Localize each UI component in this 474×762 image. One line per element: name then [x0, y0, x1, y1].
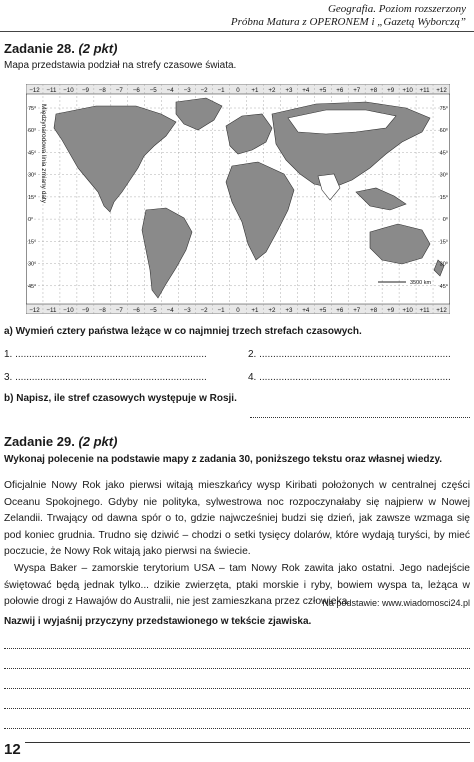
- latitude-label: 15°: [28, 194, 37, 201]
- latitude-label: 0°: [442, 217, 448, 224]
- top-zone-label: +10: [402, 87, 413, 94]
- answer-29-line[interactable]: [4, 728, 470, 729]
- bottom-zone-label: +7: [353, 307, 361, 314]
- top-zone-label: +4: [302, 87, 310, 94]
- answer-28a-2[interactable]: 2. .....................................................................: [248, 349, 451, 360]
- bottom-zone-label: −6: [132, 307, 140, 314]
- article-text: [4, 478, 470, 611]
- latitude-label: 45°: [28, 283, 37, 290]
- latitude-label: 75°: [28, 106, 37, 112]
- latitude-label: 60°: [28, 128, 37, 135]
- top-zone-label: −11: [46, 87, 57, 94]
- top-zone-label: −2: [200, 87, 208, 94]
- answer-29-line[interactable]: [4, 688, 470, 689]
- top-zone-label: −5: [149, 87, 157, 94]
- bottom-zone-label: +12: [436, 307, 447, 314]
- task-28-points: (2 pkt): [78, 41, 118, 56]
- top-zone-label: −4: [166, 87, 174, 94]
- latitude-label: 30°: [439, 172, 448, 179]
- article-paragraph-2: Wyspa Baker – zamorskie terytorium USA – tam Nowy Rok zawita jako ostatni. Jego nadejście świętować będą jednak tylko... dzikie zwierzęta, ptaki morskie i ryby, bowiem wyspa ta, leżąca w połowie drogi z Hawajów do Australii, nie jest zamieszkana przez człowieka.: [4, 562, 470, 608]
- bottom-zone-label: −12: [29, 307, 40, 314]
- task-29-title: [4, 434, 117, 449]
- page-header: [0, 3, 466, 29]
- bottom-zone-label: +10: [402, 307, 413, 314]
- bottom-zone-label: +8: [370, 307, 378, 314]
- bottom-zone-label: +3: [285, 307, 293, 314]
- header-exam: Próbna Matura z OPERONEM i „Gazetą Wyborczą”: [230, 16, 466, 28]
- bottom-zone-label: +2: [268, 307, 276, 314]
- top-zone-label: +2: [268, 87, 276, 94]
- top-zone-label: −7: [115, 87, 123, 94]
- top-zone-label: +9: [387, 87, 395, 94]
- bottom-zone-label: −3: [183, 307, 191, 314]
- task-29-number: Zadanie 29.: [4, 434, 75, 449]
- bottom-zone-label: +11: [419, 307, 430, 314]
- answer-28a-4[interactable]: 4. .....................................................................: [248, 372, 451, 383]
- bottom-zone-label: −11: [46, 307, 57, 314]
- bottom-zone-label: −7: [115, 307, 123, 314]
- question-29: Nazwij i wyjaśnij przyczyny przedstawionego w tekście zjawiska.: [4, 616, 312, 627]
- bottom-zone-label: +5: [319, 307, 327, 314]
- article-source: Na podstawie: www.wiadomosci24.pl: [322, 598, 470, 608]
- footer-rule: [4, 742, 470, 743]
- latitude-label: 15°: [28, 239, 37, 246]
- latitude-label: 15°: [439, 194, 448, 201]
- top-zone-label: +3: [285, 87, 293, 94]
- top-zone-label: +8: [370, 87, 378, 94]
- time-zone-map: [26, 84, 450, 314]
- top-zone-label: −9: [81, 87, 89, 94]
- latitude-label: 30°: [28, 261, 37, 268]
- header-subject: Geografia. Poziom rozszerzony: [327, 3, 466, 15]
- answer-29-line[interactable]: [4, 708, 470, 709]
- task-28-number: Zadanie 28.: [4, 41, 75, 56]
- top-zone-label: +12: [436, 87, 447, 94]
- task-28-lead: Mapa przedstawia podział na strefy czasowe świata.: [4, 60, 237, 71]
- top-zone-label: −1: [217, 87, 225, 94]
- top-zone-label: +7: [353, 87, 361, 94]
- top-zone-label: +6: [336, 87, 344, 94]
- top-zone-label: +5: [319, 87, 327, 94]
- latitude-label: 15°: [439, 239, 448, 246]
- latitude-label: 60°: [439, 128, 448, 135]
- latitude-label: 0°: [28, 217, 34, 224]
- answer-29-line[interactable]: [4, 668, 470, 669]
- question-28b: b) Napisz, ile stref czasowych występuje w Rosji.: [4, 393, 237, 404]
- latitude-label: 30°: [28, 172, 37, 179]
- bottom-zone-label: −1: [217, 307, 225, 314]
- top-zone-label: +1: [251, 87, 259, 94]
- top-zone-label: −12: [29, 87, 40, 94]
- bottom-zone-label: −9: [81, 307, 89, 314]
- bottom-zone-label: +9: [387, 307, 395, 314]
- header-rule: [0, 31, 474, 32]
- bottom-zone-label: 0: [236, 307, 240, 314]
- latitude-labels-right: [440, 106, 448, 290]
- latitude-label: 45°: [439, 150, 448, 157]
- task-29-points: (2 pkt): [78, 434, 118, 449]
- answer-28b-line[interactable]: [250, 417, 470, 418]
- bottom-zone-label: −4: [166, 307, 174, 314]
- top-zone-label: −10: [63, 87, 74, 94]
- bottom-zone-label: −10: [63, 307, 74, 314]
- page-number: 12: [4, 741, 25, 758]
- top-zone-label: 0: [236, 87, 240, 94]
- task-29-lead: Wykonaj polecenie na podstawie mapy z zadania 30, poniższego tekstu oraz własnej wiedzy.: [4, 454, 443, 465]
- bottom-zone-label: −5: [149, 307, 157, 314]
- dateline-label: Międzynarodowa linia zmiany daty: [40, 104, 47, 203]
- answer-29-line[interactable]: [4, 648, 470, 649]
- latitude-label: 45°: [439, 283, 448, 290]
- top-zone-label: −6: [132, 87, 140, 94]
- question-28a: a) Wymień cztery państwa leżące w co najmniej trzech strefach czasowych.: [4, 326, 362, 337]
- scale-label: 3500 km: [410, 280, 432, 286]
- answer-28a-3[interactable]: 3. .....................................................................: [4, 372, 207, 383]
- bottom-zone-label: +4: [302, 307, 310, 314]
- top-zone-label: −8: [98, 87, 106, 94]
- top-zone-label: +11: [419, 87, 430, 94]
- latitude-label: 75°: [439, 106, 448, 112]
- latitude-label: 45°: [28, 150, 37, 157]
- bottom-zone-label: +6: [336, 307, 344, 314]
- latitude-label: 30°: [439, 261, 448, 268]
- answer-28a-1[interactable]: 1. .....................................................................: [4, 349, 207, 360]
- latitude-labels-left: [28, 106, 36, 290]
- bottom-zone-label: −2: [200, 307, 208, 314]
- top-zone-label: −3: [183, 87, 191, 94]
- task-28-title: [4, 41, 117, 56]
- bottom-zone-label: +1: [251, 307, 259, 314]
- article-paragraph-1: Oficjalnie Nowy Rok jako pierwsi witają mieszkańcy wysp Kiribati położonych w centralnej części Oceanu Spokojnego. Gdyby nie polityka, sylwestrowa noc rozpoczynałaby się najpierw w Nowej Zelandii. Trwający od dawna spór o to, gdzie najwcześniej budzi się dzień, jak zawsze wzmaga się pod koniec grudnia. Trudno się dziwić – chodzi o setki tysięcy dolarów, które wydają turyści, by mieć poczucie, że Nowy Rok witają jako pierwsi na świecie.: [4, 480, 470, 558]
- bottom-zone-label: −8: [98, 307, 106, 314]
